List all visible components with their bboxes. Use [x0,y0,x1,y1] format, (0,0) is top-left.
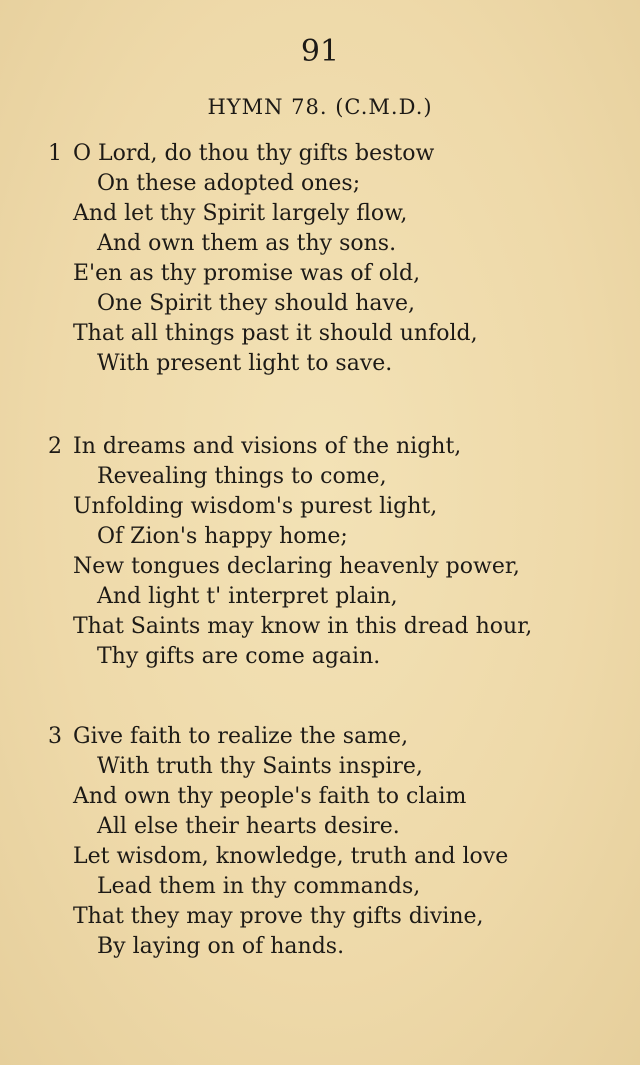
verse-line: And let thy Spirit largely flow, [73,201,408,226]
verse-line: Revealing things to come, [97,464,387,489]
verse-number: 1 [48,141,62,166]
hymn-title: HYMN 78. (C.M.D.) [207,95,433,119]
verse-line: E'en as thy promise was of old, [73,261,421,286]
verse-line: One Spirit they should have, [97,291,415,316]
verse-line: All else their hearts desire. [97,814,400,839]
verse-line: Thy gifts are come again. [97,644,381,669]
verse-line: Give faith to realize the same, [73,724,409,749]
verse-line: Unfolding wisdom's purest light, [73,494,438,519]
verse-line: And own thy people's faith to claim [73,784,467,809]
verse-line: That all things past it should unfold, [73,321,478,346]
verse-line: With truth thy Saints inspire, [97,754,423,779]
verse-line: By laying on of hands. [97,934,345,959]
verse-number: 2 [48,434,62,459]
verse-line: O Lord, do thou thy gifts bestow [73,141,435,166]
verse-line: And own them as thy sons. [97,231,397,256]
verse-line: Of Zion's happy home; [97,524,348,549]
verse-line: In dreams and visions of the night, [73,434,462,459]
verse-line: New tongues declaring heavenly power, [73,554,520,579]
verse-line: With present light to save. [97,351,393,376]
verse-line: And light t' interpret plain, [97,584,398,609]
page-number: 91 [300,34,340,69]
verse-number: 3 [48,724,62,749]
verse-line: Lead them in thy commands, [97,874,421,899]
verse-line: Let wisdom, knowledge, truth and love [73,844,509,869]
verse-line: On these adopted ones; [97,171,361,196]
verse-line: That they may prove thy gifts divine, [73,904,484,929]
verse-line: That Saints may know in this dread hour, [73,614,533,639]
